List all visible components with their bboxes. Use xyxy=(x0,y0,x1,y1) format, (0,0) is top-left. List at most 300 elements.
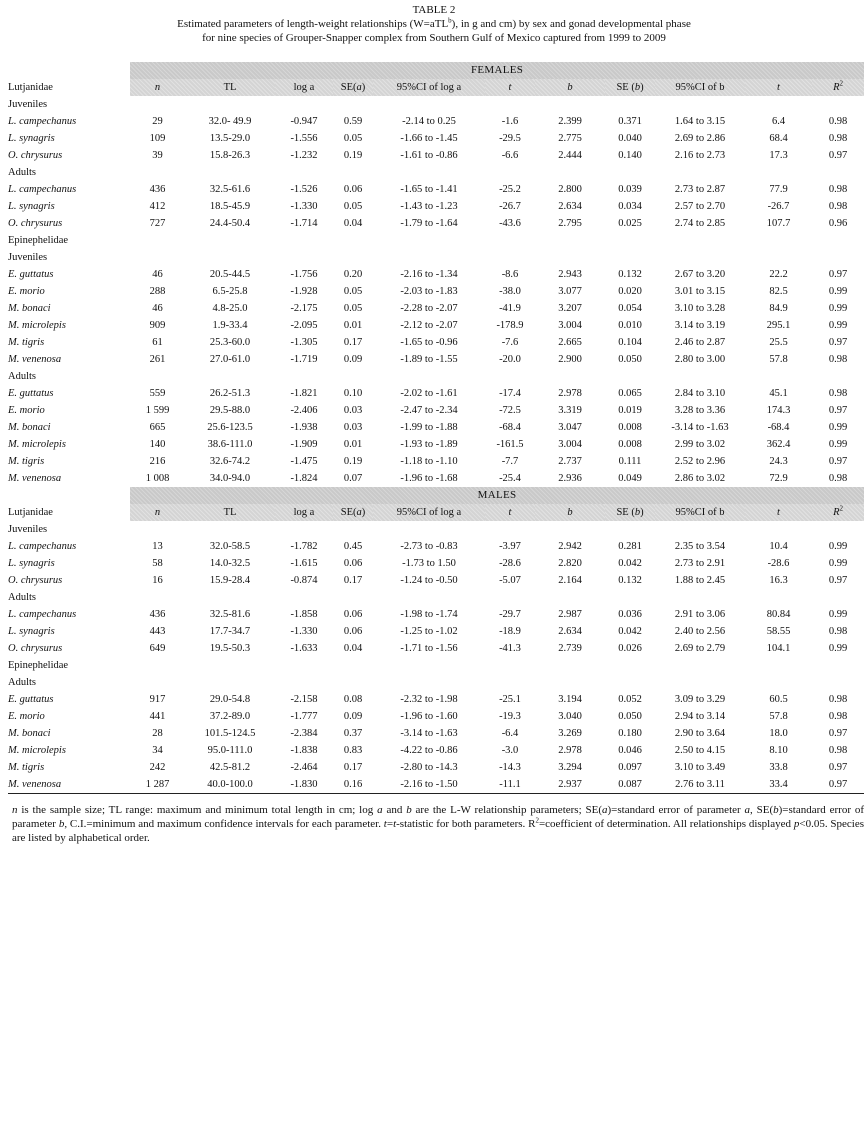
males-section xyxy=(8,487,864,794)
col-header-tl: TL xyxy=(185,504,275,521)
cell-loga: -1.909 xyxy=(290,439,318,450)
cell-tl: 32.6-74.2 xyxy=(209,456,251,467)
note-seg: b xyxy=(773,804,779,816)
phase-row xyxy=(8,249,864,266)
cell-cib: 2.90 to 3.64 xyxy=(674,728,726,739)
cell-seb: 0.132 xyxy=(618,575,642,586)
table-row xyxy=(8,266,864,283)
table-row xyxy=(8,215,864,232)
cell-t2: 295.1 xyxy=(766,320,791,331)
phase-row xyxy=(8,368,864,385)
band-spacer xyxy=(8,62,130,79)
cell-n: 16 xyxy=(152,575,163,586)
col-header-ci-loga: 95%CI of log a xyxy=(373,79,485,96)
cell-cib: 2.74 to 2.85 xyxy=(674,218,726,229)
header-text: a xyxy=(356,82,362,93)
cell-r2: 0.98 xyxy=(828,116,848,127)
cell-sea: 0.59 xyxy=(343,116,363,127)
cell-t2: 107.7 xyxy=(766,218,791,229)
section-band xyxy=(8,487,864,504)
cell-t2: 60.5 xyxy=(769,694,788,705)
cell-n: 443 xyxy=(149,626,166,637)
species-name: E. morio xyxy=(8,405,45,416)
cell-cib: 2.80 to 3.00 xyxy=(674,354,726,365)
cell-t1: -11.1 xyxy=(485,776,535,794)
cell-r2: 0.97 xyxy=(828,337,848,348)
cell-cia: -1.73 to 1.50 xyxy=(402,558,456,569)
cell-cib: 3.01 to 3.15 xyxy=(674,286,726,297)
cell-tl: 27.0-61.0 xyxy=(209,354,251,365)
cell-cia: -1.65 to -1.41 xyxy=(400,184,458,195)
species-name: M. microlepis xyxy=(8,320,66,331)
cell-cia: -2.14 to 0.25 xyxy=(402,116,456,127)
table-number: TABLE 2 xyxy=(412,4,456,16)
column-header-row xyxy=(8,79,864,96)
cell-r2: 0.98 xyxy=(828,133,848,144)
cell-b: 2.978 xyxy=(558,745,582,756)
species-name: O. chrysurus xyxy=(8,575,63,586)
cell-t2: 8.10 xyxy=(769,745,788,756)
cell-loga: -1.556 xyxy=(290,133,318,144)
cell-b: 2.634 xyxy=(558,201,582,212)
cell-sea: 0.07 xyxy=(343,473,363,484)
table-row xyxy=(8,708,864,725)
cell-t2: 6.4 xyxy=(771,116,786,127)
cell-sea: 0.06 xyxy=(343,184,363,195)
species-name: O. chrysurus xyxy=(8,218,63,229)
cell-t2: 33.8 xyxy=(769,762,788,773)
cell-b: 2.800 xyxy=(558,184,582,195)
note-seg: a xyxy=(744,804,751,816)
cell-cib: 2.84 to 3.10 xyxy=(674,388,726,399)
cell-tl: 25.6-123.5 xyxy=(207,422,253,433)
cell-n: 1 599 xyxy=(145,405,170,416)
cell-cib: 2.16 to 2.73 xyxy=(674,150,726,161)
table-row xyxy=(8,606,864,623)
species-name: E. guttatus xyxy=(8,388,54,399)
cell-tl: 19.5-50.3 xyxy=(209,643,251,654)
col-header-loga xyxy=(275,504,333,521)
cell-sea: 0.45 xyxy=(343,541,363,552)
species-name: L. synagris xyxy=(8,201,55,212)
cell-seb: 0.040 xyxy=(618,133,642,144)
note-seg: t xyxy=(383,818,387,830)
family-row-label: Epinephelidae xyxy=(8,660,69,671)
cell-t1: -26.7 xyxy=(499,201,521,212)
cell-t1: -29.5 xyxy=(499,133,521,144)
cell-cib: 2.46 to 2.87 xyxy=(674,337,726,348)
note-seg: is the sample size; TL range: maximum and minimum total length in cm; log xyxy=(17,804,378,816)
cell-t2: 18.0 xyxy=(769,728,788,739)
cell-tl: 13.5-29.0 xyxy=(209,133,251,144)
cell-t1: -3.97 xyxy=(499,541,521,552)
cell-loga: -1.858 xyxy=(290,609,318,620)
cell-t2: 174.3 xyxy=(766,405,791,416)
cell-tl: 42.5-81.2 xyxy=(209,762,251,773)
species-name: L. campechanus xyxy=(8,184,77,195)
cell-cib: 2.86 to 3.02 xyxy=(674,473,726,484)
cell-sea: 0.06 xyxy=(343,609,363,620)
cell-loga: -1.714 xyxy=(290,218,318,229)
cell-tl: 4.8-25.0 xyxy=(212,303,248,314)
cell-t2: 45.1 xyxy=(769,388,788,399)
cell-n: 1 008 xyxy=(145,473,170,484)
cell-seb: 0.132 xyxy=(618,269,642,280)
cell-t1: -18.9 xyxy=(499,626,521,637)
cell-cia: -2.28 to -2.07 xyxy=(400,303,458,314)
cell-n: 1 287 xyxy=(130,776,185,794)
cell-n: 436 xyxy=(149,184,166,195)
cell-cib: 2.73 to 2.91 xyxy=(674,558,726,569)
header-text: ) xyxy=(640,507,644,518)
cell-n: 46 xyxy=(152,269,163,280)
note-seg: -statistic for both parameters. R xyxy=(396,818,536,830)
cell-t1: -1.6 xyxy=(501,116,519,127)
title-text-end: ), in g and cm) by sex and gonad developmental phase xyxy=(451,18,691,30)
cell-t1: -14.3 xyxy=(499,762,521,773)
note-seg: =coefficient of determination. All relationships displayed xyxy=(538,818,794,830)
cell-seb: 0.180 xyxy=(618,728,642,739)
cell-tl: 18.5-45.9 xyxy=(209,201,251,212)
cell-cia: -1.96 to -1.68 xyxy=(400,473,458,484)
cell-r2: 0.97 xyxy=(828,728,848,739)
cell-seb: 0.042 xyxy=(618,558,642,569)
cell-t2: 24.3 xyxy=(769,456,788,467)
cell-cib: 3.09 to 3.29 xyxy=(674,694,726,705)
cell-r2: 0.99 xyxy=(828,422,848,433)
cell-seb: 0.097 xyxy=(618,762,642,773)
cell-t1: -8.6 xyxy=(501,269,519,280)
cell-r2: 0.99 xyxy=(828,609,848,620)
cell-n: 216 xyxy=(149,456,166,467)
header-text: SE( xyxy=(340,507,357,518)
phase-row-label: Adults xyxy=(8,677,37,688)
cell-cib: 2.69 to 2.79 xyxy=(674,643,726,654)
cell-t2: -28.6 xyxy=(767,558,790,569)
cell-loga: -0.874 xyxy=(290,575,318,586)
cell-cia: -1.66 to -1.45 xyxy=(400,133,458,144)
note-seg: p xyxy=(793,818,800,830)
cell-t2: 10.4 xyxy=(769,541,788,552)
col-header-ci-b: 95%CI of b xyxy=(655,504,745,521)
cell-t1: -41.9 xyxy=(499,303,521,314)
cell-cia: -3.14 to -1.63 xyxy=(400,728,458,739)
table-row xyxy=(8,640,864,657)
species-name: O. chrysurus xyxy=(8,150,63,161)
cell-cib: 2.50 to 4.15 xyxy=(674,745,726,756)
cell-r2: 0.96 xyxy=(828,218,848,229)
cell-b: 3.269 xyxy=(558,728,582,739)
cell-t2: 104.1 xyxy=(766,643,791,654)
col-header-t2: t xyxy=(745,504,812,521)
cell-t1: -7.6 xyxy=(501,337,519,348)
table-row xyxy=(8,402,864,419)
species-name: M. microlepis xyxy=(8,745,66,756)
header-text: ) xyxy=(361,82,366,93)
cell-seb: 0.049 xyxy=(618,473,642,484)
cell-sea: 0.01 xyxy=(343,320,363,331)
cell-r2: 0.99 xyxy=(828,541,848,552)
cell-r2: 0.98 xyxy=(828,745,848,756)
col-header-sea xyxy=(333,79,373,96)
cell-seb: 0.052 xyxy=(618,694,642,705)
cell-n: 441 xyxy=(149,711,166,722)
cell-loga: -2.406 xyxy=(290,405,318,416)
cell-b: 2.978 xyxy=(558,388,582,399)
cell-tl: 14.0-32.5 xyxy=(209,558,251,569)
header-text: a xyxy=(356,507,362,518)
note-seg: , SE( xyxy=(750,804,774,816)
cell-loga: -2.464 xyxy=(290,762,318,773)
family-row xyxy=(8,232,864,249)
cell-b: 2.634 xyxy=(558,626,582,637)
cell-r2: 0.99 xyxy=(828,439,848,450)
cell-sea: 0.10 xyxy=(343,388,363,399)
cell-b: 2.820 xyxy=(558,558,582,569)
cell-t2: 68.4 xyxy=(769,133,788,144)
cell-t1: -41.3 xyxy=(499,643,521,654)
cell-sea: 0.05 xyxy=(343,286,363,297)
table-row xyxy=(8,742,864,759)
cell-r2: 0.97 xyxy=(828,269,848,280)
cell-loga: -2.158 xyxy=(290,694,318,705)
table-footnote xyxy=(12,803,864,845)
cell-cib: 3.14 to 3.19 xyxy=(674,320,726,331)
col-header-sea xyxy=(333,504,373,521)
cell-cia: -1.61 to -0.86 xyxy=(400,150,458,161)
cell-sea: 0.20 xyxy=(343,269,363,280)
cell-cia: -2.16 to -1.34 xyxy=(400,269,458,280)
species-name: O. chrysurus xyxy=(8,643,63,654)
cell-loga: -1.756 xyxy=(290,269,318,280)
cell-loga: -1.830 xyxy=(275,776,333,794)
cell-cia: -1.18 to -1.10 xyxy=(400,456,458,467)
cell-tl: 34.0-94.0 xyxy=(209,473,251,484)
cell-b: 3.040 xyxy=(558,711,582,722)
cell-t2: 362.4 xyxy=(766,439,791,450)
cell-n: 261 xyxy=(149,354,166,365)
cell-n: 559 xyxy=(149,388,166,399)
cell-tl: 1.9-33.4 xyxy=(212,320,248,331)
cell-seb: 0.026 xyxy=(618,643,642,654)
note-seg: b xyxy=(406,804,412,816)
species-name: L. campechanus xyxy=(8,609,77,620)
cell-b: 2.942 xyxy=(558,541,582,552)
cell-b: 2.739 xyxy=(558,643,582,654)
table-row xyxy=(8,147,864,164)
cell-b: 3.194 xyxy=(558,694,582,705)
header-text: SE ( xyxy=(616,507,635,518)
cell-cib: 1.88 to 2.45 xyxy=(674,575,726,586)
note-seg: <0.05. Species are listed by alphabetical order. xyxy=(12,818,865,844)
header-text: SE( xyxy=(340,82,357,93)
cell-cib: 2.69 to 2.86 xyxy=(674,133,726,144)
col-header-t2: t xyxy=(745,79,812,96)
cell-loga: -1.475 xyxy=(290,456,318,467)
cell-cia: -1.96 to -1.60 xyxy=(400,711,458,722)
cell-tl: 25.3-60.0 xyxy=(209,337,251,348)
cell-cib: 3.10 to 3.49 xyxy=(674,762,726,773)
cell-t1: -25.4 xyxy=(499,473,521,484)
cell-tl: 17.7-34.7 xyxy=(209,626,251,637)
cell-n: 39 xyxy=(152,150,163,161)
cell-cia: -2.12 to -2.07 xyxy=(400,320,458,331)
table-row xyxy=(8,130,864,147)
cell-seb: 0.281 xyxy=(618,541,642,552)
cell-tl: 32.0- 49.9 xyxy=(208,116,252,127)
species-name: M. venenosa xyxy=(8,473,62,484)
cell-r2: 0.99 xyxy=(828,643,848,654)
cell-loga: -2.095 xyxy=(290,320,318,331)
cell-sea: 0.16 xyxy=(333,776,373,794)
table-row xyxy=(8,181,864,198)
cell-n: 109 xyxy=(149,133,166,144)
cell-sea: 0.04 xyxy=(343,643,363,654)
cell-t2: 17.3 xyxy=(769,150,788,161)
cell-r2: 0.98 xyxy=(828,354,848,365)
cell-loga: -2.384 xyxy=(290,728,318,739)
cell-b: 3.047 xyxy=(558,422,582,433)
cell-seb: 0.008 xyxy=(618,439,642,450)
cell-b: 2.900 xyxy=(558,354,582,365)
cell-seb: 0.042 xyxy=(618,626,642,637)
header-text: 2 xyxy=(839,504,844,513)
col-header-t: t xyxy=(485,504,535,521)
table-row xyxy=(8,555,864,572)
cell-seb: 0.065 xyxy=(618,388,642,399)
table-row xyxy=(8,691,864,708)
cell-seb: 0.036 xyxy=(618,609,642,620)
cell-b: 3.004 xyxy=(558,320,582,331)
cell-t1: -29.7 xyxy=(499,609,521,620)
cell-n: 61 xyxy=(152,337,163,348)
table-row xyxy=(8,351,864,368)
cell-b: 2.775 xyxy=(558,133,582,144)
cell-loga: -1.928 xyxy=(290,286,318,297)
cell-r2: 0.97 xyxy=(828,762,848,773)
title-text: Estimated parameters of length-weight relationships (W=aTL xyxy=(177,18,449,30)
band-spacer xyxy=(8,487,130,504)
header-text: log a xyxy=(293,507,315,518)
cell-t2: 22.2 xyxy=(769,269,788,280)
cell-r2: 0.98 xyxy=(828,626,848,637)
species-name: M. tigris xyxy=(8,456,45,467)
table-row xyxy=(8,759,864,776)
cell-r2: 0.99 xyxy=(828,303,848,314)
cell-n: 34 xyxy=(152,745,163,756)
col-header-r2 xyxy=(812,504,864,521)
cell-cia: -2.80 to -14.3 xyxy=(400,762,458,773)
header-text: b xyxy=(634,507,641,518)
header-text: ) xyxy=(640,82,644,93)
females-section xyxy=(8,62,864,487)
cell-t1: -72.5 xyxy=(499,405,521,416)
species-name: E. morio xyxy=(8,286,45,297)
phase-row-label: Adults xyxy=(8,592,37,603)
phase-row xyxy=(8,674,864,691)
cell-seb: 0.010 xyxy=(618,320,642,331)
cell-seb: 0.104 xyxy=(618,337,642,348)
species-name: M. bonaci xyxy=(8,422,51,433)
cell-b: 3.319 xyxy=(558,405,582,416)
cell-b: 2.399 xyxy=(558,116,582,127)
family-row-label: Epinephelidae xyxy=(8,235,69,246)
table-row xyxy=(8,453,864,470)
cell-sea: 0.19 xyxy=(343,150,363,161)
table-row xyxy=(8,623,864,640)
cell-seb: 0.034 xyxy=(618,201,642,212)
cell-cib: 3.28 to 3.36 xyxy=(674,405,726,416)
species-name: L. synagris xyxy=(8,558,55,569)
cell-b: 3.077 xyxy=(558,286,582,297)
cell-tl: 29.5-88.0 xyxy=(209,405,251,416)
cell-loga: -1.615 xyxy=(290,558,318,569)
cell-t1: -43.6 xyxy=(499,218,521,229)
header-text: ) xyxy=(361,507,366,518)
cell-loga: -1.330 xyxy=(290,201,318,212)
cell-r2: 0.99 xyxy=(828,286,848,297)
cell-n: 649 xyxy=(149,643,166,654)
cell-tl: 6.5-25.8 xyxy=(212,286,248,297)
cell-sea: 0.05 xyxy=(343,201,363,212)
cell-tl: 29.0-54.8 xyxy=(209,694,251,705)
cell-t2: 57.8 xyxy=(769,354,788,365)
cell-tl: 24.4-50.4 xyxy=(209,218,251,229)
cell-cib: 1.64 to 3.15 xyxy=(674,116,726,127)
cell-cia: -1.98 to -1.74 xyxy=(400,609,458,620)
cell-r2: 0.99 xyxy=(828,558,848,569)
cell-t1: -178.9 xyxy=(496,320,524,331)
cell-sea: 0.03 xyxy=(343,405,363,416)
cell-cia: -1.25 to -1.02 xyxy=(400,626,458,637)
cell-cia: -2.73 to -0.83 xyxy=(400,541,458,552)
col-header-seb xyxy=(605,504,655,521)
cell-sea: 0.01 xyxy=(343,439,363,450)
cell-n: 46 xyxy=(152,303,163,314)
cell-r2: 0.98 xyxy=(828,184,848,195)
cell-seb: 0.025 xyxy=(618,218,642,229)
cell-n: 140 xyxy=(149,439,166,450)
cell-n: 288 xyxy=(149,286,166,297)
col-header-b: b xyxy=(535,504,605,521)
cell-sea: 0.03 xyxy=(343,422,363,433)
col-header-b: b xyxy=(535,79,605,96)
cell-r2: 0.97 xyxy=(828,456,848,467)
table-title xyxy=(0,17,868,31)
cell-sea: 0.06 xyxy=(343,558,363,569)
cell-t1: -19.3 xyxy=(499,711,521,722)
species-name: M. venenosa xyxy=(8,776,130,794)
family-row xyxy=(8,657,864,674)
cell-t2: 82.5 xyxy=(769,286,788,297)
table-row xyxy=(8,725,864,742)
header-text: R xyxy=(833,82,840,93)
cell-b: 2.164 xyxy=(558,575,582,586)
cell-cib: 2.57 to 2.70 xyxy=(674,201,726,212)
note-seg: t xyxy=(393,818,397,830)
header-text: log a xyxy=(293,82,315,93)
family-label: Lutjanidae xyxy=(8,82,53,93)
col-header-t: t xyxy=(485,79,535,96)
cell-seb: 0.050 xyxy=(618,711,642,722)
cell-t1: -3.0 xyxy=(501,745,519,756)
species-name: M. tigris xyxy=(8,762,45,773)
cell-t1: -20.0 xyxy=(499,354,521,365)
cell-t2: -68.4 xyxy=(767,422,790,433)
cell-cia: -1.24 to -0.50 xyxy=(400,575,458,586)
cell-b: 2.937 xyxy=(535,776,605,794)
table-row xyxy=(8,198,864,215)
